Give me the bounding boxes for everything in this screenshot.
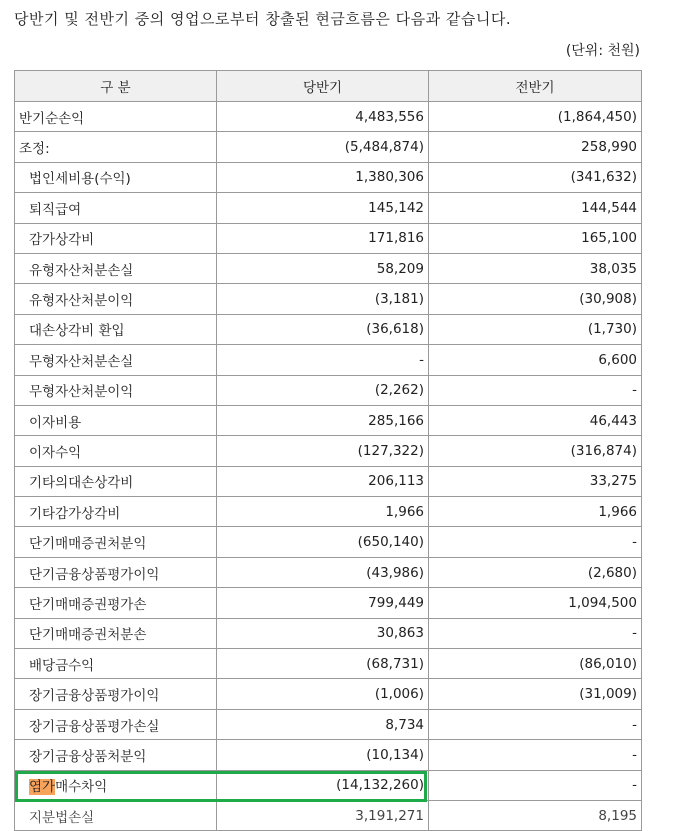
previous-half-value: (316,874) — [429, 436, 642, 466]
previous-half-value: (86,010) — [429, 649, 642, 679]
previous-half-value: 1,094,500 — [429, 588, 642, 618]
table-row — [15, 527, 642, 557]
current-half-value: 171,816 — [217, 223, 429, 253]
table-row — [15, 649, 642, 679]
current-half-value: (68,731) — [217, 649, 429, 679]
intro-text: 당반기 및 전반기 중의 영업으로부터 창출된 현금흐름은 다음과 같습니다. — [14, 10, 512, 28]
table-row — [15, 314, 642, 344]
current-half-value: (36,618) — [217, 314, 429, 344]
row-label: 장기금융상품처분익 — [15, 740, 217, 770]
table-row — [15, 740, 642, 770]
table-row — [15, 375, 642, 405]
row-label — [15, 770, 217, 800]
previous-half-value: 33,275 — [429, 466, 642, 496]
table-row — [15, 679, 642, 709]
header-current-half: 당반기 — [217, 71, 429, 102]
current-half-value: (14,132,260) — [217, 770, 429, 800]
header-category: 구 분 — [15, 71, 217, 102]
current-half-value: 30,863 — [217, 618, 429, 648]
table-row — [15, 497, 642, 527]
current-half-value: - — [217, 345, 429, 375]
previous-half-value: 144,544 — [429, 193, 642, 223]
table-row — [15, 405, 642, 435]
previous-half-value: - — [429, 709, 642, 739]
previous-half-value: (2,680) — [429, 557, 642, 587]
previous-half-value: - — [429, 618, 642, 648]
current-half-value: 58,209 — [217, 253, 429, 283]
previous-half-value: (1,730) — [429, 314, 642, 344]
row-label: 이자수익 — [15, 436, 217, 466]
unit-label: (단위: 천원) — [565, 43, 640, 59]
current-half-value: 206,113 — [217, 466, 429, 496]
current-half-value: 3,191,271 — [217, 800, 429, 830]
current-half-value: (3,181) — [217, 284, 429, 314]
row-label: 기타감가상각비 — [15, 497, 217, 527]
table-row — [15, 284, 642, 314]
row-label: 감가상각비 — [15, 223, 217, 253]
current-half-value: (650,140) — [217, 527, 429, 557]
row-label: 단기매매증권평가손 — [15, 588, 217, 618]
row-label: 장기금융상품평가손실 — [15, 709, 217, 739]
table-row — [15, 223, 642, 253]
previous-half-value: (1,864,450) — [429, 102, 642, 132]
table-row — [15, 132, 642, 162]
table-row — [15, 102, 642, 132]
row-label: 무형자산처분손실 — [15, 345, 217, 375]
previous-half-value: (30,908) — [429, 284, 642, 314]
table-row — [15, 557, 642, 587]
table-row — [15, 709, 642, 739]
previous-half-value: - — [429, 527, 642, 557]
previous-half-value: 6,600 — [429, 345, 642, 375]
table-row — [15, 193, 642, 223]
current-half-value: 4,483,556 — [217, 102, 429, 132]
table-row — [15, 345, 642, 375]
current-half-value: (43,986) — [217, 557, 429, 587]
row-label: 배당금수익 — [15, 649, 217, 679]
current-half-value: 145,142 — [217, 193, 429, 223]
current-half-value: (10,134) — [217, 740, 429, 770]
table-body — [15, 102, 642, 831]
previous-half-value: 38,035 — [429, 253, 642, 283]
row-label: 이자비용 — [15, 405, 217, 435]
current-half-value: 1,966 — [217, 497, 429, 527]
row-label: 유형자산처분손실 — [15, 253, 217, 283]
table-row — [15, 588, 642, 618]
row-label: 기타의대손상각비 — [15, 466, 217, 496]
row-label: 단기금융상품평가이익 — [15, 557, 217, 587]
row-label: 유형자산처분이익 — [15, 284, 217, 314]
previous-half-value: 165,100 — [429, 223, 642, 253]
previous-half-value: 1,966 — [429, 497, 642, 527]
table-row — [15, 466, 642, 496]
previous-half-value: 258,990 — [429, 132, 642, 162]
previous-half-value: (31,009) — [429, 679, 642, 709]
previous-half-value: - — [429, 740, 642, 770]
previous-half-value: 46,443 — [429, 405, 642, 435]
current-half-value: (127,322) — [217, 436, 429, 466]
cash-flow-table — [14, 70, 642, 831]
current-half-value: (1,006) — [217, 679, 429, 709]
row-label: 반기순손익 — [15, 102, 217, 132]
current-half-value: (5,484,874) — [217, 132, 429, 162]
current-half-value: 8,734 — [217, 709, 429, 739]
row-label: 대손상각비 환입 — [15, 314, 217, 344]
table-row-highlighted — [15, 770, 642, 800]
previous-half-value: - — [429, 375, 642, 405]
row-label: 퇴직급여 — [15, 193, 217, 223]
table-row — [15, 162, 642, 192]
previous-half-value: - — [429, 770, 642, 800]
row-label-rest: 매수차익 — [55, 779, 108, 796]
header-row — [15, 71, 642, 102]
row-label: 법인세비용(수익) — [15, 162, 217, 192]
previous-half-value: (341,632) — [429, 162, 642, 192]
current-half-value: 285,166 — [217, 405, 429, 435]
current-half-value: 1,380,306 — [217, 162, 429, 192]
row-label: 조정: — [15, 132, 217, 162]
row-label: 지분법손실 — [15, 800, 217, 830]
row-label: 단기매매증권처분손 — [15, 618, 217, 648]
table-row — [15, 618, 642, 648]
row-label: 단기매매증권처분익 — [15, 527, 217, 557]
row-label: 장기금융상품평가이익 — [15, 679, 217, 709]
current-half-value: 799,449 — [217, 588, 429, 618]
row-label: 무형자산처분이익 — [15, 375, 217, 405]
search-highlight: 염가 — [29, 779, 56, 796]
current-half-value: (2,262) — [217, 375, 429, 405]
table-row — [15, 436, 642, 466]
header-previous-half: 전반기 — [429, 71, 642, 102]
previous-half-value: 8,195 — [429, 800, 642, 830]
table-row — [15, 253, 642, 283]
